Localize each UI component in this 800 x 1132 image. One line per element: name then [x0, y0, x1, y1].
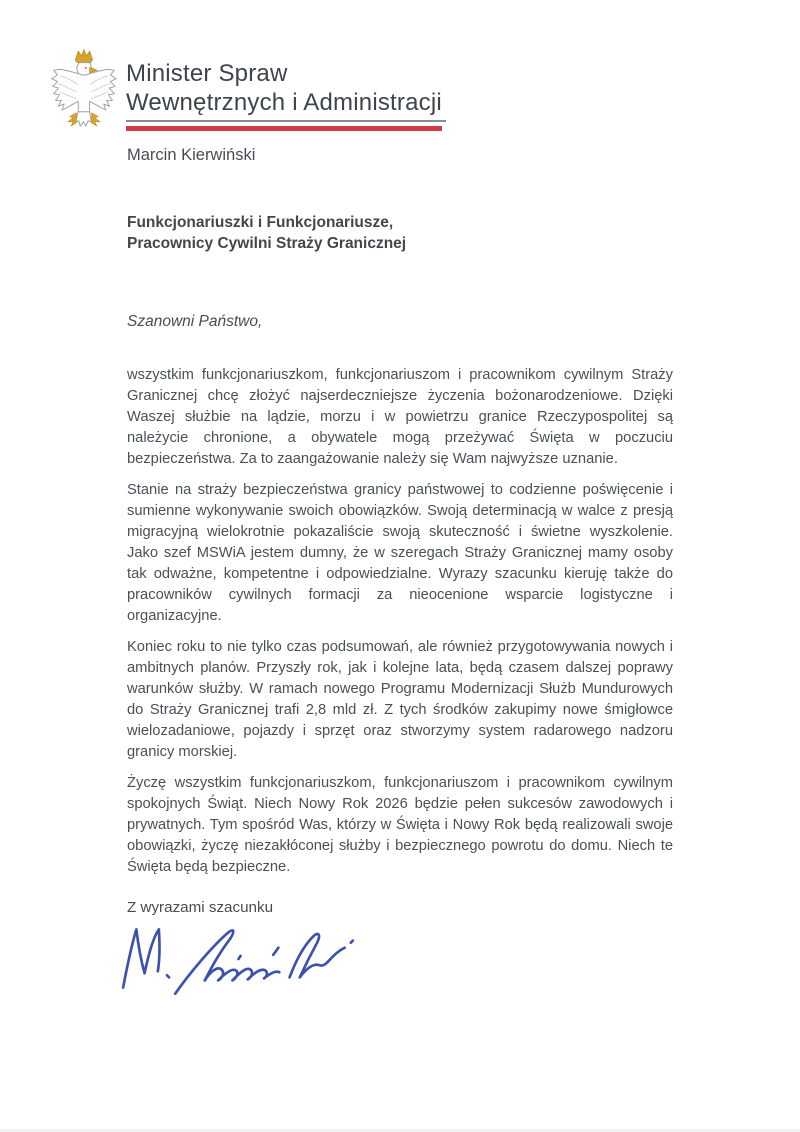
addressee-line1: Funkcjonariuszki i Funkcjonariusze,	[127, 214, 394, 231]
ministry-title-line1: Minister Spraw	[126, 60, 288, 87]
letter-body	[127, 365, 673, 888]
paragraph-1: wszystkim funkcjonariuszkom, funkcjonariuszom i pracownikom cywilnym Straży Granicznej chcę złożyć najserdeczniejsze życzenia bożonarodzeniowe. Dzięki Waszej służbie na lądzie, morzu i w powietrzu granice Rzeczypospolitej są należycie chronione, a obywatele mogą przeżywać Święta w poczuciu bezpieczeństwa. Za to zaangażowanie należy się Wam najwyższe uznanie.	[127, 367, 673, 467]
paragraph-2: Stanie na straży bezpieczeństwa granicy państwowej to codzienne poświęcenie i sumienne wykonywanie swoich obowiązków. Swoją determinacją w walce z presją migracyjną wielokrotnie pokazaliście swoją skuteczność i świetne wyszkolenie. Jako szef MSWiA jestem dumny, że w szeregach Straży Granicznej mamy osoby tak odważne, kompetentne i odpowiedzialne. Wyrazy szacunku kieruję także do pracowników cywilnych formacji za nieocenione wsparcie logistyczne i organizacyjne.	[127, 482, 673, 624]
flag-divider-top-line	[126, 120, 446, 122]
addressee-heading	[127, 212, 406, 254]
paragraph-3: Koniec roku to nie tylko czas podsumowań, ale również przygotowywania nowych i ambitnych planów. Przyszły rok, jak i kolejne lata, będą czasem dalszej poprawy warunków służby. W ramach nowego Programu Modernizacji Służb Mundurowych do Straży Granicznej trafi 2,8 mld zł. Z tych środków zakupimy nowe śmigłowce wielozadaniowe, pojazdy i sprzęt oraz stworzymy system radarowego nadzoru granicy morskiej.	[127, 639, 673, 760]
closing-phrase: Z wyrazami szacunku	[127, 899, 274, 916]
salutation: Szanowni Państwo,	[127, 313, 263, 330]
addressee-line2: Pracownicy Cywilni Straży Granicznej	[127, 235, 407, 252]
polish-eagle-emblem-icon	[48, 45, 118, 137]
paragraph-4: Życzę wszystkim funkcjonariuszkom, funkcjonariuszom i pracownikom cywilnym spokojnych Świąt. Niech Nowy Rok 2026 będzie pełen sukcesów zawodowych i prywatnych. Tym spośród Was, którzy w Święta i Nowy Rok będą realizowali swoje obowiązki, życzę niezakłóconej służby i bezpiecznego powrotu do domu. Niech te Święta będą bezpieczne.	[127, 775, 673, 875]
ministry-title	[126, 59, 442, 117]
flag-divider-red-stripe	[126, 126, 442, 131]
ministry-title-line2: Wewnętrznych i Administracji	[126, 89, 442, 116]
handwritten-signature	[118, 920, 358, 1000]
minister-name: Marcin Kierwiński	[127, 146, 256, 164]
